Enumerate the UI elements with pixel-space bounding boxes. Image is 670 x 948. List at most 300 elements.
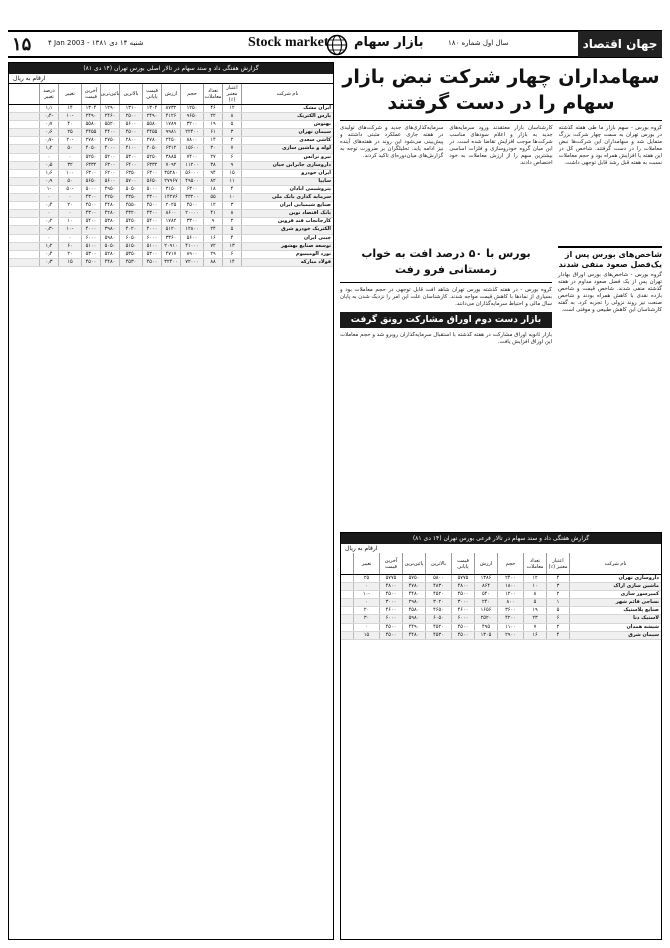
table-cell: ۴۵۲۰ <box>425 624 451 631</box>
table-cell: ۲۰ <box>58 251 81 258</box>
table-cell: ۴۵۰۰ <box>379 632 402 639</box>
table-cell: ۲۵۲۰ <box>474 615 497 622</box>
table-cell: ۰٫۶ <box>39 129 58 136</box>
table-cell: ۷۴۰۰ <box>180 154 203 161</box>
main-board-table <box>8 62 334 940</box>
table-cell: ۸۹۰۰ <box>180 251 203 258</box>
table-cell: ۴۳۰۰ <box>81 194 100 201</box>
table-cell: ۵۵۸۰ <box>81 121 100 128</box>
bonds-text: بازار ثانویه اوراق مشارکت در هفته گذشته با استقبال سرمایه‌گذاران روبرو شد و حجم معاملات این اوراق افزایش یافت. <box>340 332 552 346</box>
table-cell: ۵۱۰۰ <box>81 243 100 250</box>
table-row <box>341 591 661 599</box>
table-cell: ۲ <box>546 624 569 631</box>
table-cell: ۳ <box>546 583 569 590</box>
table-row <box>9 186 333 194</box>
table-cell: ۰٫۴ <box>39 251 58 258</box>
table-cell: ۵۰۵۰ <box>100 243 119 250</box>
table-cell: ۴۵۰۰ <box>451 624 474 631</box>
page-header <box>8 30 662 58</box>
company-name-cell: داروسازی جابرابن حیان <box>241 162 333 169</box>
table-cell: ۰٫۲ <box>39 218 58 225</box>
table-cell: ۵ <box>222 121 241 128</box>
table-cell: ۳۶۰۰ <box>497 607 523 614</box>
table-cell: ۹ <box>203 218 222 225</box>
table-cell: ۵۳۰۰ <box>119 154 142 161</box>
column-header: درصد تغییر <box>39 84 58 104</box>
table-cell: ۱۷۸۲ <box>161 218 180 225</box>
company-name-cell: پارس الکتریک <box>241 113 333 120</box>
table-cell: ۵۲۸۰ <box>100 251 119 258</box>
table-cell: -۰٫۴ <box>39 113 58 120</box>
table-row <box>9 218 333 226</box>
table-cell: ۲۴ <box>203 226 222 233</box>
table-cell: ۶۰۰۰ <box>142 235 161 242</box>
table-cell: ۲۵ <box>58 129 81 136</box>
table-cell: ۵۷۷۵ <box>451 575 474 582</box>
table-cell: ۴۲۰۰ <box>497 615 523 622</box>
table-cell: ۴۲۸۰ <box>100 210 119 217</box>
table-cell: ۲۰ <box>58 202 81 209</box>
article-column-2: کارشناسان بازار معتقدند ورود سرمایه‌های جدید به بازار و اعلام سودهای مناسب شرکت‌ها موجب افزایش تقاضا شده است. در این میان گروه خودروسازی و فلزات اساسی بیشترین سهم را از ارزش معاملات به خود اختصاص دادند. <box>449 125 553 167</box>
table-cell: ۲۴۹۰ <box>81 113 100 120</box>
table-cell: ۵۱۵۰ <box>119 243 142 250</box>
table-cell: ۶۳۳۲ <box>81 162 100 169</box>
table-row <box>9 170 333 178</box>
secondary-board-table <box>340 532 662 940</box>
table-cell: ۵۷۷۵ <box>379 575 402 582</box>
table-cell: ۱٫۱ <box>39 105 58 112</box>
sidebar-text: گروه بورس - شاخص‌های بورس اوراق بهادار تهران پس از یک فصل صعود مداوم در هفته گذشته منفی شدند. شاخص قیمت و شاخص بازده نقدی با کاهش همراه بودند و شاخص صنعت نیز روند نزولی را تجربه کرد. به گفته کارشناسان این کاهش طبیعی و موقتی است. <box>558 272 662 314</box>
table-cell: ۴۴۸۰ <box>100 202 119 209</box>
table-cell: ۴ <box>222 235 241 242</box>
column-header: اعتبار معتبر (٪) <box>222 84 241 104</box>
table-cell: ۸۶۴ <box>474 583 497 590</box>
table-cell: ۴ <box>546 575 569 582</box>
table-cell: ۱٫۲ <box>39 243 58 250</box>
company-name-cell: توسعه صنایع بهشهر <box>241 243 333 250</box>
table-cell: ۴۵۰۰ <box>81 259 100 266</box>
table-cell: ۷۰۹۲ <box>161 162 180 169</box>
table-cell: ۹۴ <box>203 170 222 177</box>
table-cell: ۲۷۹۶۷ <box>161 178 180 185</box>
table-row <box>9 226 333 234</box>
table-cell: ۳۸ <box>203 162 222 169</box>
column-header: تغییر <box>58 84 81 104</box>
table-cell: ۱۳۰۴ <box>142 105 161 112</box>
table-cell: ۶۰ <box>58 243 81 250</box>
table-cell: ۶۴۰۰ <box>119 162 142 169</box>
table-cell: ۱۴ <box>203 137 222 144</box>
table-cell: -۱۰ <box>58 226 81 233</box>
table-cell: ۴۵۰۰ <box>119 129 142 136</box>
table-cell: ۲۴۰ <box>474 599 497 606</box>
table-cell: ۴۵۰۰ <box>142 259 161 266</box>
company-name-cell: سایپا <box>241 178 333 185</box>
table-cell: ۱۳۰۴ <box>81 105 100 112</box>
table-cell: ۴۵۳۰ <box>119 259 142 266</box>
table-cell: ۲۸۰۰ <box>119 137 142 144</box>
column-header: قیمت پایانی <box>142 84 161 104</box>
column-header: قیمت پایانی <box>451 553 474 574</box>
table-cell: ۵۶۰۰۰ <box>180 170 203 177</box>
table-cell: ۴۷۱۷ <box>161 251 180 258</box>
table-cell: ۵۶۰۰ <box>180 235 203 242</box>
table-cell: ۵۲۵۰ <box>81 154 100 161</box>
table-cell: ۲۴۹۰ <box>142 113 161 120</box>
table-cell: ۱۹ <box>203 121 222 128</box>
table-cell: ۴۱۰۰ <box>119 145 142 152</box>
table-row <box>9 194 333 202</box>
company-name-cell: کارخانجات قند قزوین <box>241 218 333 225</box>
table-cell: ۱۰۰ <box>58 170 81 177</box>
table-cell: ۳۳۶۰ <box>161 235 180 242</box>
table-cell: ۳۰۰۰ <box>451 599 474 606</box>
table-cell: ۲۷۸۰ <box>81 137 100 144</box>
table-cell: ۱ <box>546 599 569 606</box>
company-name-cell: بهنوش <box>241 121 333 128</box>
table-cell: ۰ <box>39 154 58 161</box>
table-cell: ۱۵ <box>353 632 379 639</box>
table-cell: ۰ <box>39 194 58 201</box>
table-cell: ۲۷ <box>203 154 222 161</box>
table-cell: ۵۵۲۰ <box>100 121 119 128</box>
column-header: نام شرکت <box>569 553 661 574</box>
table-cell: ۱۳۱۰ <box>119 105 142 112</box>
company-name-cell: الکتریک خودرو شرق <box>241 226 333 233</box>
table-cell: ۹ <box>222 162 241 169</box>
table-cell: ۲۷۸۰ <box>142 137 161 144</box>
table-row <box>9 202 333 210</box>
table-row <box>9 243 333 251</box>
table-cell: ۴۱۲۶ <box>161 113 180 120</box>
section-title-en: Stock market <box>248 35 329 50</box>
table-row <box>341 632 661 640</box>
table-row <box>341 599 661 607</box>
table-cell: ۰ <box>353 599 379 606</box>
main-headline: سهامداران چهار شرکت نبض بازار سهام را در دست گرفتند <box>340 62 662 121</box>
table-cell: ۲۳ <box>523 615 546 622</box>
table-cell: ۰ <box>39 210 58 217</box>
table-cell: ۴۵۰۰ <box>81 202 100 209</box>
column-header: تغییر <box>353 553 379 574</box>
table-cell: ۱۷۸۹ <box>161 121 180 128</box>
company-name-cell: نیرو ترانس <box>241 154 333 161</box>
column-header: بالاترین <box>119 84 142 104</box>
article-area <box>340 62 662 940</box>
table-cell: ۴۵۰۰ <box>451 591 474 598</box>
table-cell: ۴۴۸۰ <box>402 591 425 598</box>
table-cell: ۳۲ <box>58 162 81 169</box>
table-cell: ۴۱ <box>203 210 222 217</box>
globe-icon <box>326 34 348 56</box>
table-cell: ۴۳۰۰ <box>142 194 161 201</box>
table-cell: -۲۰ <box>58 137 81 144</box>
table-cell: ۵۲۵۰ <box>142 154 161 161</box>
table-cell: ۱۰ <box>58 218 81 225</box>
column-header: ارزش <box>161 84 180 104</box>
company-name-cell: ایران خودرو <box>241 170 333 177</box>
table-cell: ۰٫۴ <box>39 202 58 209</box>
table-cell: ۵۳۰۰ <box>81 251 100 258</box>
table-cell: ۵۳۰۰ <box>142 251 161 258</box>
sub-article-text: گروه بورس - در هفته گذشته بورس تهران شاهد افت قابل توجهی در حجم معاملات بود و بسیاری از نمادها با کاهش قیمت مواجه شدند. کارشناسان علت این امر را نزدیک شدن به پایان سال مالی و احتیاط سرمایه‌گذاران می‌دانند. <box>340 287 552 308</box>
table-cell: ۸۲ <box>203 178 222 185</box>
table-cell: ۷۲ <box>203 243 222 250</box>
table-cell: ۴۰ <box>58 121 81 128</box>
table-cell: ۱۲۹۰ <box>100 105 119 112</box>
table-cell: ۲۰ <box>353 607 379 614</box>
table-row <box>341 615 661 623</box>
table-cell: ۴۵۰۰ <box>451 632 474 639</box>
table-row <box>9 105 333 113</box>
table-cell: ۱۶ <box>523 632 546 639</box>
table-row <box>9 210 333 218</box>
table-cell: ۴۹۵ <box>474 624 497 631</box>
table-cell: ۴ <box>222 186 241 193</box>
table-cell: ۲۷۵۰ <box>100 137 119 144</box>
table-cell: ۴۱۰۰۰ <box>180 243 203 250</box>
table-cell: ۰ <box>353 624 379 631</box>
table-title: گزارش هفتگی داد و ستد سهام در تالار فرعی بورس تهران (۱۴ دی ۸۱) <box>341 533 661 544</box>
table-cell: ۸ <box>222 210 241 217</box>
table-cell: ۵۴۵۰ <box>119 218 142 225</box>
table-cell: -۱۰ <box>58 113 81 120</box>
table-cell: ۱۳ <box>222 243 241 250</box>
table-cell: ۴۰۵۰ <box>142 145 161 152</box>
table-cell: ۵۷۰۰ <box>119 178 142 185</box>
table-cell: ۱۹ <box>523 607 546 614</box>
table-cell: ۱۰ <box>523 583 546 590</box>
company-name-cell: شیشه همدان <box>569 624 661 631</box>
table-cell: ۲ <box>222 137 241 144</box>
table-cell: ۴۴۵۵ <box>142 129 161 136</box>
table-cell: ۱۵ <box>58 259 81 266</box>
table-cell: ۶۳۰۰ <box>81 170 100 177</box>
table-cell: ۱۶ <box>203 235 222 242</box>
table-cell: ۳۹۸۰ <box>100 226 119 233</box>
table-cell: ۶ <box>222 154 241 161</box>
table-cell: ۱۳۰۵ <box>474 632 497 639</box>
table-cell: ۱۲ <box>203 202 222 209</box>
table-cell: ۵۳۵۰ <box>119 251 142 258</box>
table-cell: ۷ <box>222 145 241 152</box>
table-cell: ۴۶۵۰ <box>425 607 451 614</box>
table-cell: ۲۴۶۰ <box>100 113 119 120</box>
company-name-cell: صنایع شیمیایی ایران <box>241 202 333 209</box>
company-name-cell: چینی ایران <box>241 235 333 242</box>
table-cell: ۱۱ <box>222 178 241 185</box>
table-cell: ۰ <box>58 210 81 217</box>
table-cell: ۲۰۰۰۰ <box>180 210 203 217</box>
table-row <box>341 624 661 632</box>
table-cell: ۳۳۰۰ <box>180 218 203 225</box>
bonds-banner: بازار دست دوم اوراق مشارکت رونق گرفت <box>340 312 552 328</box>
table-cell: ۴۵۲۰ <box>425 591 451 598</box>
company-name-cell: بانک اقتصاد نوین <box>241 210 333 217</box>
table-cell: ۴۲۵۰ <box>100 194 119 201</box>
column-header: نام شرکت <box>241 84 333 104</box>
table-cell: ۶۳۰۰ <box>180 186 203 193</box>
column-header: حجم <box>180 84 203 104</box>
company-name-cell: نورد آلومینیوم <box>241 251 333 258</box>
table-cell: ۶۰۰۰ <box>379 615 402 622</box>
table-cell: -۰٫۳ <box>39 226 58 233</box>
table-cell: ۹۶۵۰ <box>180 113 203 120</box>
company-name-cell: سیمان تهران <box>241 129 333 136</box>
table-cell: ۷ <box>523 624 546 631</box>
table-header-row <box>9 83 333 105</box>
table-cell: ۱۳۸۶ <box>474 575 497 582</box>
table-row <box>341 583 661 591</box>
table-cell: ۶۳۳۲ <box>142 162 161 169</box>
newspaper-logo: جهان اقتصاد <box>578 31 662 57</box>
table-cell: ۳ <box>222 202 241 209</box>
table-row <box>9 162 333 170</box>
table-cell: ۴۶۰۰ <box>451 607 474 614</box>
article-body <box>340 125 662 170</box>
table-cell: ۶۳۵۰ <box>119 170 142 177</box>
table-cell: ۲۵۰۰ <box>119 113 142 120</box>
table-cell: ۴۶ <box>203 105 222 112</box>
table-cell: ۲۰۹۱۰ <box>161 243 180 250</box>
table-cell: ۴۳۲۰ <box>119 210 142 217</box>
table-unit: ارقام به ریال <box>13 75 46 82</box>
table-cell: ۲۲۴۰۰ <box>180 129 203 136</box>
table-cell: ۵۳۸۰ <box>100 218 119 225</box>
header-date: ۴ Jan 2003 - شنبه ۱۴ دی ۱۳۸۱ <box>48 39 144 47</box>
table-row <box>341 575 661 583</box>
table-cell: ۲ <box>222 218 241 225</box>
table-cell: ۰ <box>39 235 58 242</box>
table-cell: ۵ <box>546 607 569 614</box>
company-name-cell: کمپرسور سازی <box>569 591 661 598</box>
table-cell: ۵۴۰ <box>474 591 497 598</box>
company-name-cell: سیمان شرق <box>569 632 661 639</box>
table-cell: ۴۵۰۰ <box>142 202 161 209</box>
table-row <box>9 251 333 259</box>
table-cell: ۴۶۰۰ <box>379 607 402 614</box>
column-header: اعتبار معتبر (٪) <box>546 553 569 574</box>
column-header: آخرین قیمت <box>379 553 402 574</box>
table-cell: ۵۸۰۰ <box>425 575 451 582</box>
table-cell: ۱۲ <box>222 105 241 112</box>
table-cell: ۸ <box>222 113 241 120</box>
table-cell: ۴۴۵۵ <box>81 129 100 136</box>
table-cell: ۸۷۳۲ <box>161 105 180 112</box>
table-cell: ۳۳۲۰۰ <box>180 194 203 201</box>
table-cell: ۴۰۵۰ <box>81 145 100 152</box>
table-cell: ۸۶۰۰ <box>161 210 180 217</box>
table-cell: ۱۵ <box>222 170 241 177</box>
table-cell: ۴۰۰۰ <box>81 226 100 233</box>
table-cell: -۱۰ <box>353 591 379 598</box>
table-cell: ۵۲۰۰ <box>100 154 119 161</box>
table-row <box>9 145 333 153</box>
table-cell: ۱۵۶۰۰ <box>180 145 203 152</box>
table-cell: ۳۰۲۰ <box>425 599 451 606</box>
table-cell: ۵ <box>222 226 241 233</box>
table-row <box>9 137 333 145</box>
table-cell: ۱۱۰۰ <box>497 624 523 631</box>
table-cell: ۱۲۰۰ <box>497 591 523 598</box>
table-body <box>9 105 333 267</box>
table-cell: ۵۵۸۰ <box>142 121 161 128</box>
section-title-fa: بازار سهام <box>354 35 424 50</box>
table-cell: ۱۴ <box>222 259 241 266</box>
table-cell: ۳۲۰۰ <box>180 121 203 128</box>
table-cell: ۴۷۸۰ <box>402 583 425 590</box>
table-cell: ۱۲۸۰۰ <box>180 226 203 233</box>
table-cell: ۵۹۸۰ <box>100 235 119 242</box>
table-cell: ۴۴۸۰ <box>100 259 119 266</box>
column-header: ارزش <box>474 553 497 574</box>
table-cell: ۶۳۰۰ <box>142 170 161 177</box>
table-cell: ۰ <box>58 194 81 201</box>
table-cell: ۶۳۰۰ <box>100 162 119 169</box>
company-name-cell: داروسازی تهران <box>569 575 661 582</box>
table-cell: ۴۰۲۰ <box>119 226 142 233</box>
table-cell: ۴۵۸۰ <box>402 607 425 614</box>
table-cell: ۸۸۰۰ <box>180 137 203 144</box>
table-cell: -۵۰ <box>58 186 81 193</box>
table-cell: ۵۰ <box>58 178 81 185</box>
table-row <box>9 235 333 243</box>
table-cell: ۳۸۸۵ <box>161 154 180 161</box>
table-cell: ۵۰۰۰ <box>81 186 100 193</box>
table-cell: ۴۴۹۰ <box>402 624 425 631</box>
table-cell: ۴ <box>546 632 569 639</box>
column-header: تعداد معاملات <box>203 84 222 104</box>
table-cell: ۲۹۰۰ <box>497 632 523 639</box>
table-cell: ۶۰۵۰ <box>119 235 142 242</box>
table-cell: ۴۴۰۰ <box>100 129 119 136</box>
table-cell: ۵۰ <box>58 145 81 152</box>
table-cell: ۳۰۰۰ <box>379 599 402 606</box>
table-cell: ۵ <box>523 599 546 606</box>
table-cell: ۲ <box>546 591 569 598</box>
table-row <box>9 129 333 137</box>
table-cell: ۱۰ <box>222 194 241 201</box>
sidebar-article <box>558 246 662 576</box>
company-name-cell: نساجی قائم شهر <box>569 599 661 606</box>
table-cell: ۰٫۵ <box>39 162 58 169</box>
table-cell: ۴۰۰۰ <box>142 226 161 233</box>
table-title: گزارش هفتگی داد و ستد سهام در تالار اصلی بورس تهران (۱۴ دی ۸۱) <box>9 63 333 74</box>
table-cell: ۵۴۰۰ <box>81 218 100 225</box>
table-cell: ۶۰۵۰ <box>425 615 451 622</box>
table-cell: ۸۰۰ <box>497 599 523 606</box>
table-cell: ۰ <box>58 235 81 242</box>
company-name-cell: کاشی سعدی <box>241 137 333 144</box>
company-name-cell: پتروشیمی آبادان <box>241 186 333 193</box>
table-cell: ۰٫۹ <box>39 178 58 185</box>
table-unit: ارقام به ریال <box>345 545 378 552</box>
table-cell: ۵۴۰۰ <box>142 218 161 225</box>
table-cell: ۴۳۵۰ <box>119 194 142 201</box>
company-name-cell: لاستیک دنا <box>569 615 661 622</box>
table-cell: ۳۵۲۸۰ <box>161 170 180 177</box>
column-header: تعداد معاملات <box>523 553 546 574</box>
table-cell: ۱۶۵۶ <box>474 607 497 614</box>
table-cell: ۵۱۲۰ <box>161 226 180 233</box>
table-cell: ۰ <box>58 154 81 161</box>
issue-number: سال اول شماره ۱۸۰ <box>448 39 509 47</box>
table-cell: ۴۵۰۰ <box>180 202 203 209</box>
table-cell: ۳۱۵۰ <box>161 186 180 193</box>
table-cell: ۴۹۵۰ <box>100 186 119 193</box>
table-cell: ۲۴۰۰ <box>497 575 523 582</box>
table-cell: ۱٫۶ <box>39 170 58 177</box>
